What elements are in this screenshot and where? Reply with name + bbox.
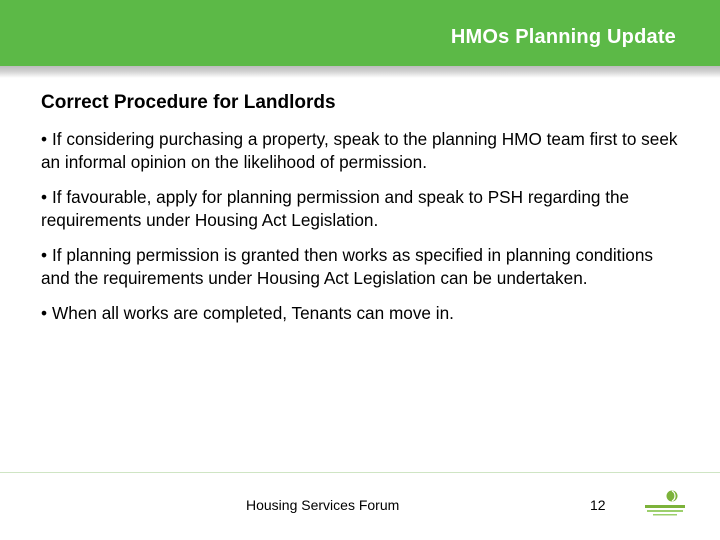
bullet-icon: • bbox=[41, 129, 48, 149]
bullet-text: If favourable, apply for planning permission and speak to PSH regarding the requirements under Housing Act Legislation. bbox=[41, 187, 630, 230]
footer-text: Housing Services Forum bbox=[246, 497, 400, 513]
bullet-item bbox=[41, 128, 681, 174]
bullet-text: If considering purchasing a property, speak to the planning HMO team first to seek an informal opinion on the likelihood of permission. bbox=[41, 129, 678, 172]
bullet-item bbox=[41, 244, 681, 290]
bullet-text: When all works are completed, Tenants can move in. bbox=[52, 303, 454, 323]
bullet-icon: • bbox=[41, 187, 48, 207]
footer-divider bbox=[0, 472, 720, 473]
header-bar bbox=[0, 0, 720, 66]
bullet-item bbox=[41, 302, 681, 325]
bullet-text: If planning permission is granted then works as specified in planning conditions and the requirements under Housing Act Legislation can be undertaken. bbox=[41, 245, 653, 288]
milton-keynes-council-logo-icon bbox=[641, 488, 689, 520]
slide-title: HMOs Planning Update bbox=[450, 26, 676, 48]
page-number: 12 bbox=[590, 497, 606, 513]
bullet-icon: • bbox=[41, 303, 48, 323]
slide-content bbox=[41, 91, 681, 337]
header-shadow bbox=[0, 66, 720, 78]
section-heading: Correct Procedure for Landlords bbox=[41, 92, 336, 113]
bullet-icon: • bbox=[41, 245, 48, 265]
bullet-item bbox=[41, 186, 681, 232]
